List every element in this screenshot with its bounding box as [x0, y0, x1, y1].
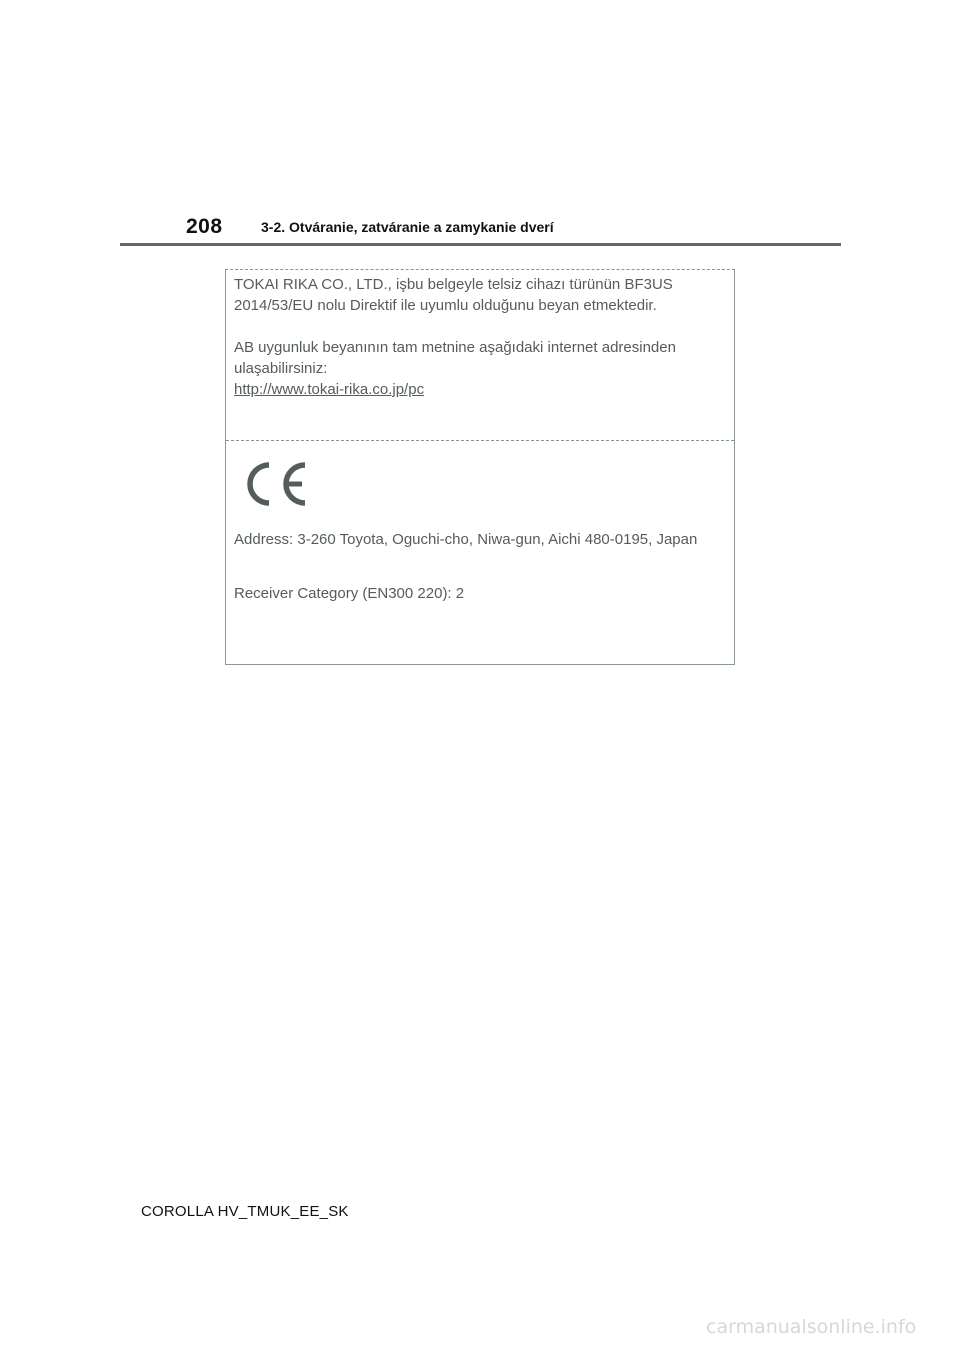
info-line-1: AB uygunluk beyanının tam metnine aşağıdaki internet adresinden: [234, 339, 676, 356]
watermark: carmanualsonline.info: [706, 1316, 917, 1338]
page-number: 208: [186, 215, 223, 238]
manufacturer-address: Address: 3-260 Toyota, Oguchi-cho, Niwa-gun, Aichi 480-0195, Japan: [234, 531, 698, 548]
ce-mark-icon: [241, 459, 311, 509]
footer-model-code: COROLLA HV_TMUK_EE_SK: [141, 1203, 349, 1220]
header-divider: [120, 243, 841, 246]
declaration-line-1: TOKAI RIKA CO., LTD., işbu belgeyle telsiz cihazı türünün BF3US: [234, 276, 673, 293]
declaration-url-link[interactable]: http://www.tokai-rika.co.jp/pc: [234, 381, 425, 398]
info-line-2: ulaşabilirsiniz:: [234, 360, 328, 377]
section-title: 3-2. Otváranie, zatváranie a zamykanie dverí: [261, 219, 554, 235]
declaration-line-2: 2014/53/EU nolu Direktif ile uyumlu olduğunu beyan etmektedir.: [234, 297, 657, 314]
receiver-category: Receiver Category (EN300 220): 2: [234, 585, 465, 602]
certification-box: [225, 269, 735, 665]
declaration-section: [226, 270, 734, 441]
